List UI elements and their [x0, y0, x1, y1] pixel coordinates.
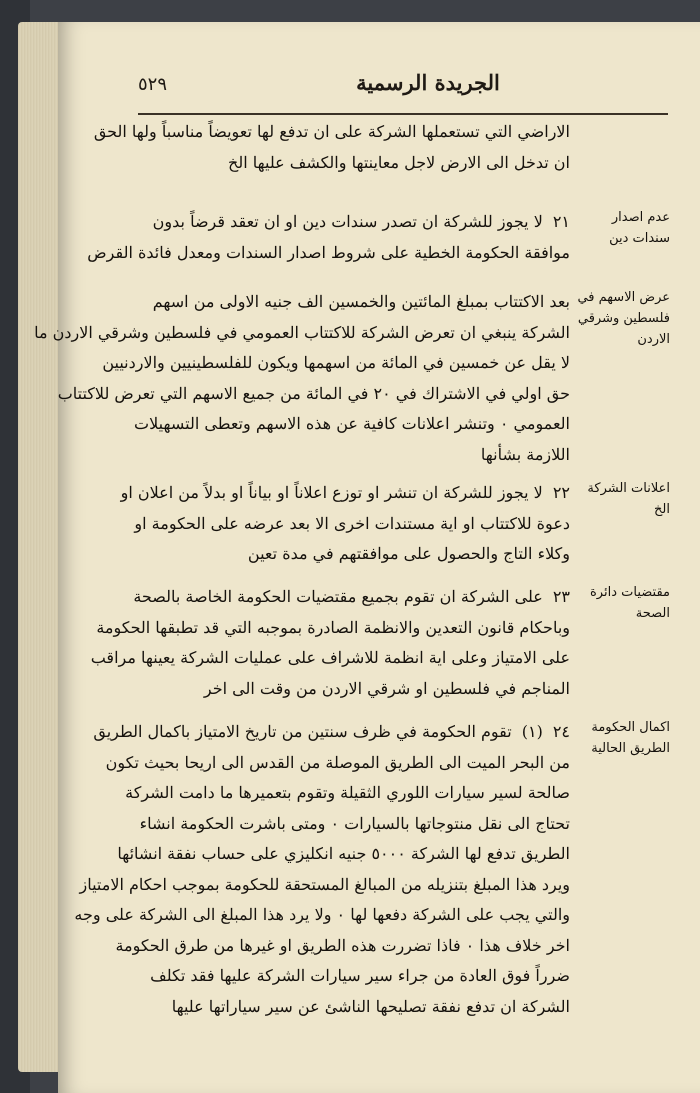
- text-line: [133, 582, 570, 613]
- page-header: [138, 70, 658, 104]
- text-line: [93, 117, 570, 148]
- text-line: [139, 809, 570, 840]
- text-line: [171, 992, 570, 1023]
- text-line: [150, 961, 570, 992]
- line-text: ويرد هذا المبلغ بتنزيله من المبالغ المستحقة للحكومة بموجب احكام الامتياز: [79, 874, 570, 894]
- line-text: على الشركة ان تقوم بجميع مقتضيات الحكومة الخاصة بالصحة: [133, 587, 543, 606]
- margin-note: عرض الاسهم في فلسطين وشرقي الاردن: [577, 290, 670, 347]
- line-text: ان تدخل الى الارض لاجل معاينتها والكشف عليها الخ: [228, 152, 570, 172]
- line-text: بعد الاكتتاب بمبلغ المائتين والخمسين الف جنيه الاولى من اسهم: [152, 292, 570, 311]
- text-line: [134, 509, 570, 540]
- line-text: موافقة الحكومة الخطية على شروط اصدار السندات ومعدل فائدة القرض: [87, 242, 570, 262]
- text-line: [152, 287, 570, 318]
- article-number: ٢٢: [552, 483, 570, 502]
- line-text: الشركة ان تدفع نفقة تصليحها الناشئ عن سير سياراتها عليها: [171, 996, 570, 1016]
- article-number: ٢١: [552, 212, 570, 231]
- article-number: ٢٣: [552, 587, 570, 606]
- line-text: وباحكام قانون التعدين والانظمة الصادرة بموجبه التي قد تطبقها الحكومة: [96, 617, 570, 637]
- line-text: لا يقل عن خمسين في المائة من اسهمها ويكون للفلسطينيين والاردنيين: [102, 353, 570, 372]
- journal-title: الجريدة الرسمية: [356, 70, 500, 95]
- line-text: تحتاج الى نقل منتوجاتها بالسيارات ٠ ومتى باشرت الحكومة انشاء: [139, 813, 570, 833]
- text-line: [79, 870, 570, 901]
- section-text: [74, 717, 570, 1022]
- line-text: الشركة ينبغي ان تعرض الشركة للاكتتاب العمومي في فلسطين وشرقي الاردن ما: [34, 322, 570, 342]
- text-line: [93, 717, 570, 748]
- line-text: على الامتياز وعلى اية انظمة للاشراف على عمليات الشركة يعينها مراقب: [90, 648, 570, 667]
- margin-note: اكمال الحكومة الطريق الحالية: [591, 720, 670, 756]
- line-text: والتي يجب على الشركة دفعها لها ٠ ولا يرد هذا المبلغ الى الشركة على وجه: [74, 905, 570, 924]
- text-line: [105, 748, 570, 779]
- line-text: اخر خلاف هذا ٠ فاذا تضررت هذه الطريق او غيرها من طرق الحكومة: [115, 935, 570, 955]
- text-line: [57, 379, 570, 410]
- line-text: من البحر الميت الى الطريق الموصلة من القدس الى اريحا بحيث تكون: [105, 752, 570, 772]
- line-text: تقوم الحكومة في ظرف سنتين من تاريخ الامتياز باكمال الطريق: [93, 722, 512, 741]
- text-line: [96, 613, 570, 644]
- section-text: [120, 478, 570, 570]
- header-rule: [138, 113, 668, 115]
- text-line: [200, 440, 570, 471]
- section-text: [87, 207, 570, 268]
- text-line: [125, 778, 570, 809]
- clause-number: (١): [521, 722, 543, 741]
- text-line: [102, 348, 570, 379]
- text-line: [200, 674, 570, 705]
- section-text: [90, 582, 570, 704]
- page-number: ٥٢٩: [138, 74, 168, 95]
- margin-note: اعلانات الشركة الخ: [587, 481, 670, 517]
- line-text: الاراضي التي تستعملها الشركة على ان تدفع لها تعويضاً مناسباً ولها الحق: [93, 122, 570, 141]
- text-line: [87, 238, 570, 269]
- text-line: [34, 318, 570, 349]
- line-text: المناجم في فلسطين او شرقي الاردن من وقت الى اخر: [203, 678, 570, 698]
- line-text: لا يجوز للشركة ان تنشر او توزع اعلاناً او بياناً او بدلاً من اعلان او: [120, 483, 543, 502]
- text-line: [152, 207, 570, 238]
- line-text: لا يجوز للشركة ان تصدر سندات دين او ان تعقد قرضاً بدون: [152, 212, 543, 231]
- text-line: [134, 409, 570, 440]
- text-line: [115, 931, 570, 962]
- line-text: صالحة لسير سيارات اللوري الثقيلة وتقوم بتعميرها ما دامت الشركة: [125, 783, 570, 802]
- line-text: اللازمة بشأنها: [480, 444, 570, 464]
- section-text: [34, 287, 570, 470]
- text-line: [117, 839, 570, 870]
- section-text: [93, 117, 570, 178]
- line-text: وكلاء التاج والحصول على موافقتهم في مدة تعين: [247, 544, 570, 563]
- line-text: دعوة للاكتتاب او اية مستندات اخرى الا بعد عرضه على الحكومة او: [134, 513, 570, 533]
- line-text: الطريق تدفع لها الشركة ٥٠٠٠ جنيه انكليزي على حساب نفقة انشائها: [117, 844, 570, 863]
- text-line: [90, 643, 570, 674]
- text-line: [200, 148, 570, 179]
- article-number: ٢٤: [552, 722, 570, 741]
- margin-note: مقتضيات دائرة الصحة: [590, 585, 670, 621]
- text-line: [74, 900, 570, 931]
- text-line: [120, 478, 570, 509]
- margin-note: عدم اصدار سندات دين: [609, 210, 670, 246]
- document-page: [34, 22, 700, 1093]
- line-text: حق اولي في الاشتراك في ٢٠ في المائة من جميع الاسهم التي تعرض للاكتتاب: [57, 383, 570, 403]
- text-line: [200, 539, 570, 570]
- line-text: ضرراً فوق العادة من جراء سير سيارات الشركة عليها فقد تكلف: [150, 966, 570, 985]
- line-text: العمومي ٠ وتنشر اعلانات كافية عن هذه الاسهم وتعطى التسهيلات: [134, 414, 570, 433]
